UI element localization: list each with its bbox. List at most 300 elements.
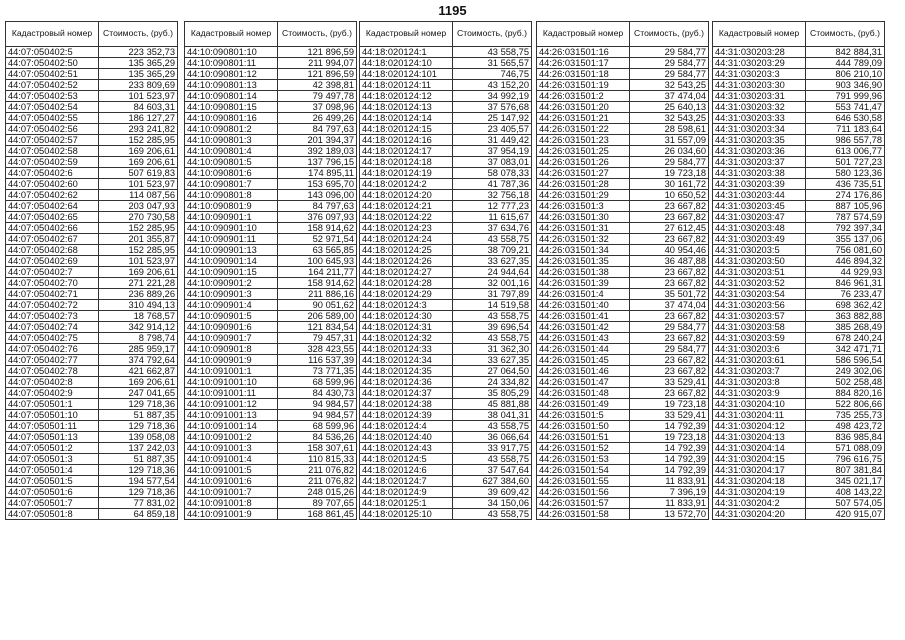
cadastral-number: 44:26:031501:50 — [537, 421, 630, 432]
cadastral-number: 44:10:091001:3 — [185, 443, 278, 454]
cadastral-number: 44:07:050402:62 — [6, 190, 99, 201]
table-row — [537, 267, 709, 278]
cadastral-number: 44:31:030203:56 — [713, 300, 806, 311]
cost-value: 421 662,87 — [99, 366, 178, 377]
cadastral-number: 44:18:020124:17 — [360, 146, 453, 157]
cost-value: 12 777,23 — [453, 201, 532, 212]
cadastral-number: 44:18:020124:30 — [360, 311, 453, 322]
cadastral-number: 44:10:090801:11 — [185, 58, 278, 69]
cadastral-number: 44:18:020124:5 — [360, 454, 453, 465]
table-row — [713, 179, 885, 190]
table-row — [360, 366, 532, 377]
table-row — [713, 69, 885, 80]
cadastral-number: 44:10:090801:13 — [185, 80, 278, 91]
cadastral-number: 44:26:031501:40 — [537, 300, 630, 311]
cadastral-number: 44:26:031501:17 — [537, 58, 630, 69]
cadastral-number: 44:07:050402:5 — [6, 47, 99, 58]
cost-table-2 — [184, 21, 357, 520]
table-row — [713, 47, 885, 58]
table-row — [537, 355, 709, 366]
cadastral-number: 44:18:020125:1 — [360, 498, 453, 509]
cost-value: 23 667,82 — [630, 388, 709, 399]
cost-value: 345 021,17 — [806, 476, 885, 487]
table-row — [185, 201, 357, 212]
table-row — [360, 256, 532, 267]
cadastral-number: 44:07:050402:56 — [6, 124, 99, 135]
table-row — [185, 322, 357, 333]
table-row — [713, 377, 885, 388]
cadastral-number: 44:07:050402:9 — [6, 388, 99, 399]
table-row — [360, 124, 532, 135]
cadastral-number: 44:10:090801:2 — [185, 124, 278, 135]
cadastral-number: 44:26:031501:28 — [537, 179, 630, 190]
cadastral-number: 44:07:050402:64 — [6, 201, 99, 212]
cadastral-number: 44:31:030203:6 — [713, 344, 806, 355]
cadastral-number: 44:18:020124:3 — [360, 300, 453, 311]
cost-value: 51 887,35 — [99, 454, 178, 465]
cost-value: 84 430,73 — [278, 388, 357, 399]
cadastral-number-header: Кадастровый номер — [6, 22, 99, 47]
cadastral-number: 44:07:050402:72 — [6, 300, 99, 311]
cost-value: 223 352,73 — [99, 47, 178, 58]
cadastral-number: 44:18:020124:27 — [360, 267, 453, 278]
cost-value: 174 895,11 — [278, 168, 357, 179]
table-row — [537, 289, 709, 300]
cost-value: 37 576,68 — [453, 102, 532, 113]
cadastral-number: 44:10:090901:11 — [185, 234, 278, 245]
cadastral-number: 44:31:030204:15 — [713, 454, 806, 465]
table-row — [360, 245, 532, 256]
cost-value: 14 519,58 — [453, 300, 532, 311]
cost-value: 233 809,69 — [99, 80, 178, 91]
table-row — [537, 146, 709, 157]
cadastral-number: 44:10:091001:4 — [185, 454, 278, 465]
table-row — [713, 355, 885, 366]
table-row — [185, 47, 357, 58]
cost-value: 40 954,46 — [630, 245, 709, 256]
cost-value: 32 543,25 — [630, 113, 709, 124]
cadastral-number: 44:18:020124:34 — [360, 355, 453, 366]
table-row — [713, 245, 885, 256]
cost-value: 444 789,09 — [806, 58, 885, 69]
cadastral-number: 44:18:020124:16 — [360, 135, 453, 146]
cost-value: 248 015,26 — [278, 487, 357, 498]
table-row — [185, 146, 357, 157]
cost-value: 43 558,75 — [453, 454, 532, 465]
cadastral-number: 44:26:031501:42 — [537, 322, 630, 333]
table-row — [713, 300, 885, 311]
cadastral-number: 44:07:050402:58 — [6, 146, 99, 157]
cadastral-number: 44:31:030204:10 — [713, 399, 806, 410]
cadastral-number: 44:10:090801:4 — [185, 146, 278, 157]
cost-value: 169 206,61 — [99, 377, 178, 388]
table-row — [185, 498, 357, 509]
table-row — [360, 278, 532, 289]
table-row — [360, 234, 532, 245]
cadastral-number: 44:07:050402:50 — [6, 58, 99, 69]
cadastral-number: 44:31:030203:50 — [713, 256, 806, 267]
table-body — [6, 47, 178, 520]
cadastral-number: 44:26:031501:18 — [537, 69, 630, 80]
table-row — [713, 135, 885, 146]
cadastral-number: 44:26:031501:48 — [537, 388, 630, 399]
cadastral-number: 44:26:031501:5 — [537, 410, 630, 421]
table-row — [713, 256, 885, 267]
cost-value: 201 394,37 — [278, 135, 357, 146]
table-row — [6, 58, 178, 69]
cadastral-number: 44:18:020124:13 — [360, 102, 453, 113]
table-row — [6, 80, 178, 91]
table-row — [6, 135, 178, 146]
cadastral-number: 44:18:020124:21 — [360, 201, 453, 212]
cadastral-number: 44:10:091001:2 — [185, 432, 278, 443]
cadastral-number: 44:18:020124:26 — [360, 256, 453, 267]
table-row — [6, 47, 178, 58]
table-row — [537, 454, 709, 465]
cadastral-number: 44:18:020124:12 — [360, 91, 453, 102]
cost-value: 129 718,36 — [99, 465, 178, 476]
table-row — [713, 388, 885, 399]
cost-value: 129 718,36 — [99, 487, 178, 498]
cost-value: 792 397,34 — [806, 223, 885, 234]
table-row — [185, 476, 357, 487]
cadastral-number: 44:18:020124:28 — [360, 278, 453, 289]
table-row — [713, 443, 885, 454]
table-row — [360, 454, 532, 465]
cadastral-number: 44:07:050402:59 — [6, 157, 99, 168]
table-body — [185, 47, 357, 520]
cadastral-number: 44:18:020124:35 — [360, 366, 453, 377]
cadastral-number: 44:07:050402:76 — [6, 344, 99, 355]
cost-value: 18 768,57 — [99, 311, 178, 322]
cost-value: 84 603,31 — [99, 102, 178, 113]
cadastral-number: 44:31:030204:11 — [713, 410, 806, 421]
table-row — [537, 410, 709, 421]
cadastral-number: 44:10:090801:16 — [185, 113, 278, 124]
cadastral-number: 44:31:030204:19 — [713, 487, 806, 498]
table-row — [713, 190, 885, 201]
table-row — [185, 454, 357, 465]
cost-value: 310 494,13 — [99, 300, 178, 311]
table-row — [185, 212, 357, 223]
cost-value: 39 609,42 — [453, 487, 532, 498]
cost-value: 158 914,62 — [278, 278, 357, 289]
table-row — [185, 124, 357, 135]
cost-value: 43 558,75 — [453, 333, 532, 344]
table-row — [537, 102, 709, 113]
table-row — [360, 289, 532, 300]
cost-value: 135 365,29 — [99, 58, 178, 69]
cost-value: 436 735,51 — [806, 179, 885, 190]
cadastral-number: 44:26:031501:21 — [537, 113, 630, 124]
table-row — [713, 157, 885, 168]
cadastral-number: 44:18:020124:14 — [360, 113, 453, 124]
table-row — [360, 80, 532, 91]
cost-value: 114 087,56 — [99, 190, 178, 201]
cadastral-number: 44:31:030203:30 — [713, 80, 806, 91]
table-row — [185, 135, 357, 146]
cadastral-number: 44:18:020124:31 — [360, 322, 453, 333]
table-row — [537, 212, 709, 223]
table-row — [713, 113, 885, 124]
cost-value: 836 985,84 — [806, 432, 885, 443]
cadastral-number: 44:18:020124:20 — [360, 190, 453, 201]
cost-value: 116 537,39 — [278, 355, 357, 366]
cost-value: 79 457,31 — [278, 333, 357, 344]
table-row — [537, 476, 709, 487]
cost-value: 51 887,35 — [99, 410, 178, 421]
table-row — [537, 245, 709, 256]
cadastral-number: 44:31:030203:47 — [713, 212, 806, 223]
table-row — [713, 124, 885, 135]
cadastral-number: 44:10:090901:6 — [185, 322, 278, 333]
table-row — [185, 465, 357, 476]
cadastral-number: 44:26:031501:54 — [537, 465, 630, 476]
table-row — [537, 91, 709, 102]
table-row — [185, 69, 357, 80]
cost-value: 36 487,88 — [630, 256, 709, 267]
cost-value: 23 667,82 — [630, 278, 709, 289]
table-row — [713, 311, 885, 322]
cadastral-number: 44:31:030203:5 — [713, 245, 806, 256]
cost-value: 169 206,61 — [99, 146, 178, 157]
cost-header: Стоимость, (руб.) — [806, 22, 885, 47]
table-row — [6, 421, 178, 432]
cost-value: 35 805,29 — [453, 388, 532, 399]
cost-value: 29 584,77 — [630, 344, 709, 355]
cost-value: 586 596,54 — [806, 355, 885, 366]
cadastral-number: 44:07:050402:73 — [6, 311, 99, 322]
table-row — [6, 322, 178, 333]
cost-value: 26 499,26 — [278, 113, 357, 124]
table-row — [185, 234, 357, 245]
cost-value: 986 557,78 — [806, 135, 885, 146]
cadastral-number: 44:18:020124:101 — [360, 69, 453, 80]
cost-value: 39 696,54 — [453, 322, 532, 333]
table-row — [6, 498, 178, 509]
cadastral-number: 44:10:090801:6 — [185, 168, 278, 179]
cadastral-number: 44:26:031501:20 — [537, 102, 630, 113]
cost-value: 11 833,91 — [630, 498, 709, 509]
cost-value: 31 797,89 — [453, 289, 532, 300]
cadastral-number: 44:07:050402:67 — [6, 234, 99, 245]
cost-value: 26 034,60 — [630, 146, 709, 157]
table-row — [185, 179, 357, 190]
cost-value: 23 405,57 — [453, 124, 532, 135]
cadastral-number: 44:07:050501:10 — [6, 410, 99, 421]
table-row — [185, 91, 357, 102]
cadastral-number: 44:26:031501:56 — [537, 487, 630, 498]
table-row — [6, 300, 178, 311]
cost-value: 38 041,31 — [453, 410, 532, 421]
cost-value: 507 619,83 — [99, 168, 178, 179]
cost-value: 14 792,39 — [630, 465, 709, 476]
cadastral-number: 44:07:050402:53 — [6, 91, 99, 102]
cadastral-number: 44:26:031501:29 — [537, 190, 630, 201]
cost-value: 41 787,36 — [453, 179, 532, 190]
cost-value: 129 718,36 — [99, 399, 178, 410]
cadastral-number: 44:07:050402:71 — [6, 289, 99, 300]
cadastral-number: 44:26:031501:45 — [537, 355, 630, 366]
cost-value: 420 915,07 — [806, 509, 885, 520]
cadastral-number: 44:26:031501:3 — [537, 201, 630, 212]
cost-value: 137 796,15 — [278, 157, 357, 168]
cadastral-number: 44:07:050402:60 — [6, 179, 99, 190]
cost-table-3 — [359, 21, 532, 520]
table-row — [6, 443, 178, 454]
table-row — [360, 355, 532, 366]
table-row — [6, 432, 178, 443]
cadastral-number: 44:31:030204:14 — [713, 443, 806, 454]
cadastral-number: 44:10:090901:10 — [185, 223, 278, 234]
table-row — [360, 201, 532, 212]
cadastral-number: 44:26:031501:47 — [537, 377, 630, 388]
table-row — [6, 344, 178, 355]
table-row — [6, 476, 178, 487]
cost-value: 887 105,96 — [806, 201, 885, 212]
cost-value: 613 006,77 — [806, 146, 885, 157]
cadastral-number: 44:10:090801:7 — [185, 179, 278, 190]
cost-value: 10 650,52 — [630, 190, 709, 201]
cadastral-number: 44:10:090801:10 — [185, 47, 278, 58]
table-row — [537, 201, 709, 212]
cost-value: 135 365,29 — [99, 69, 178, 80]
cadastral-number: 44:31:030203:33 — [713, 113, 806, 124]
cadastral-number: 44:10:091001:6 — [185, 476, 278, 487]
cost-value: 84 797,63 — [278, 201, 357, 212]
cadastral-number: 44:26:031501:32 — [537, 234, 630, 245]
table-row — [713, 223, 885, 234]
cost-value: 33 627,35 — [453, 256, 532, 267]
cadastral-number: 44:10:090901:13 — [185, 245, 278, 256]
cost-value: 342 914,12 — [99, 322, 178, 333]
cadastral-number: 44:26:031501:46 — [537, 366, 630, 377]
cadastral-number: 44:31:030203:3 — [713, 69, 806, 80]
table-row — [537, 278, 709, 289]
cost-value: 23 667,82 — [630, 267, 709, 278]
cost-value: 274 176,86 — [806, 190, 885, 201]
cost-value: 247 041,65 — [99, 388, 178, 399]
cadastral-number: 44:07:050501:1 — [6, 399, 99, 410]
cadastral-cost-tables — [5, 21, 895, 619]
table-row — [713, 278, 885, 289]
table-row — [360, 388, 532, 399]
cadastral-number: 44:26:031501:27 — [537, 168, 630, 179]
table-row — [713, 267, 885, 278]
cost-value: 355 137,06 — [806, 234, 885, 245]
cadastral-number: 44:18:020124:2 — [360, 179, 453, 190]
cost-value: 25 640,13 — [630, 102, 709, 113]
cost-value: 153 695,70 — [278, 179, 357, 190]
table-row — [537, 223, 709, 234]
cost-value: 374 792,64 — [99, 355, 178, 366]
table-row — [185, 58, 357, 69]
cadastral-number: 44:10:091001:5 — [185, 465, 278, 476]
cost-value: 37 083,01 — [453, 157, 532, 168]
table-row — [713, 476, 885, 487]
cost-value: 201 355,87 — [99, 234, 178, 245]
cadastral-number: 44:07:050402:57 — [6, 135, 99, 146]
table-row — [537, 58, 709, 69]
cost-value: 19 723,18 — [630, 168, 709, 179]
table-row — [537, 421, 709, 432]
cost-value: 24 944,64 — [453, 267, 532, 278]
cost-value: 43 558,75 — [453, 421, 532, 432]
table-row — [185, 509, 357, 520]
cost-value: 139 058,08 — [99, 432, 178, 443]
cadastral-number: 44:26:031501:49 — [537, 399, 630, 410]
table-row — [360, 223, 532, 234]
table-row — [713, 487, 885, 498]
cost-value: 23 667,82 — [630, 333, 709, 344]
cadastral-number: 44:07:050402:65 — [6, 212, 99, 223]
cadastral-number: 44:10:090801:5 — [185, 157, 278, 168]
cadastral-number: 44:07:050501:6 — [6, 487, 99, 498]
cost-value: 271 221,28 — [99, 278, 178, 289]
cost-value: 29 584,77 — [630, 47, 709, 58]
cost-value: 31 565,57 — [453, 58, 532, 69]
cost-value: 32 756,18 — [453, 190, 532, 201]
cost-value: 270 730,58 — [99, 212, 178, 223]
table-row — [185, 102, 357, 113]
table-row — [360, 168, 532, 179]
cost-value: 27 064,50 — [453, 366, 532, 377]
cadastral-number: 44:10:090801:8 — [185, 190, 278, 201]
cost-value: 194 577,54 — [99, 476, 178, 487]
cost-value: 43 558,75 — [453, 234, 532, 245]
cadastral-number: 44:10:091001:11 — [185, 388, 278, 399]
table-row — [6, 190, 178, 201]
cadastral-number: 44:10:090901:15 — [185, 267, 278, 278]
cadastral-number: 44:07:050402:54 — [6, 102, 99, 113]
cadastral-number: 44:31:030203:37 — [713, 157, 806, 168]
cadastral-number: 44:18:020124:4 — [360, 421, 453, 432]
cost-value: 121 896,59 — [278, 47, 357, 58]
cost-value: 522 806,66 — [806, 399, 885, 410]
cost-value: 37 634,76 — [453, 223, 532, 234]
cost-value: 121 834,54 — [278, 322, 357, 333]
cadastral-number: 44:10:090901:1 — [185, 212, 278, 223]
table-row — [6, 509, 178, 520]
cost-value: 158 307,61 — [278, 443, 357, 454]
cadastral-number: 44:07:050501:5 — [6, 476, 99, 487]
cadastral-number: 44:07:050402:6 — [6, 168, 99, 179]
cost-value: 64 859,18 — [99, 509, 178, 520]
cost-value: 211 076,82 — [278, 476, 357, 487]
cadastral-number: 44:18:020124:7 — [360, 476, 453, 487]
table-row — [185, 157, 357, 168]
cost-value: 211 886,16 — [278, 289, 357, 300]
table-body — [713, 47, 885, 520]
cadastral-number: 44:18:020124:15 — [360, 124, 453, 135]
table-row — [6, 311, 178, 322]
cadastral-number: 44:10:090901:9 — [185, 355, 278, 366]
table-row — [537, 333, 709, 344]
cost-value: 14 792,39 — [630, 421, 709, 432]
table-row — [713, 333, 885, 344]
cost-value: 807 381,84 — [806, 465, 885, 476]
table-row — [537, 234, 709, 245]
cost-value: 23 667,82 — [630, 201, 709, 212]
table-row — [537, 322, 709, 333]
cadastral-number: 44:18:020124:10 — [360, 58, 453, 69]
cost-value: 68 599,96 — [278, 421, 357, 432]
table-row — [185, 278, 357, 289]
cost-value: 101 523,97 — [99, 256, 178, 267]
cadastral-number: 44:31:030203:59 — [713, 333, 806, 344]
table-row — [185, 168, 357, 179]
cadastral-number: 44:10:091001:13 — [185, 410, 278, 421]
